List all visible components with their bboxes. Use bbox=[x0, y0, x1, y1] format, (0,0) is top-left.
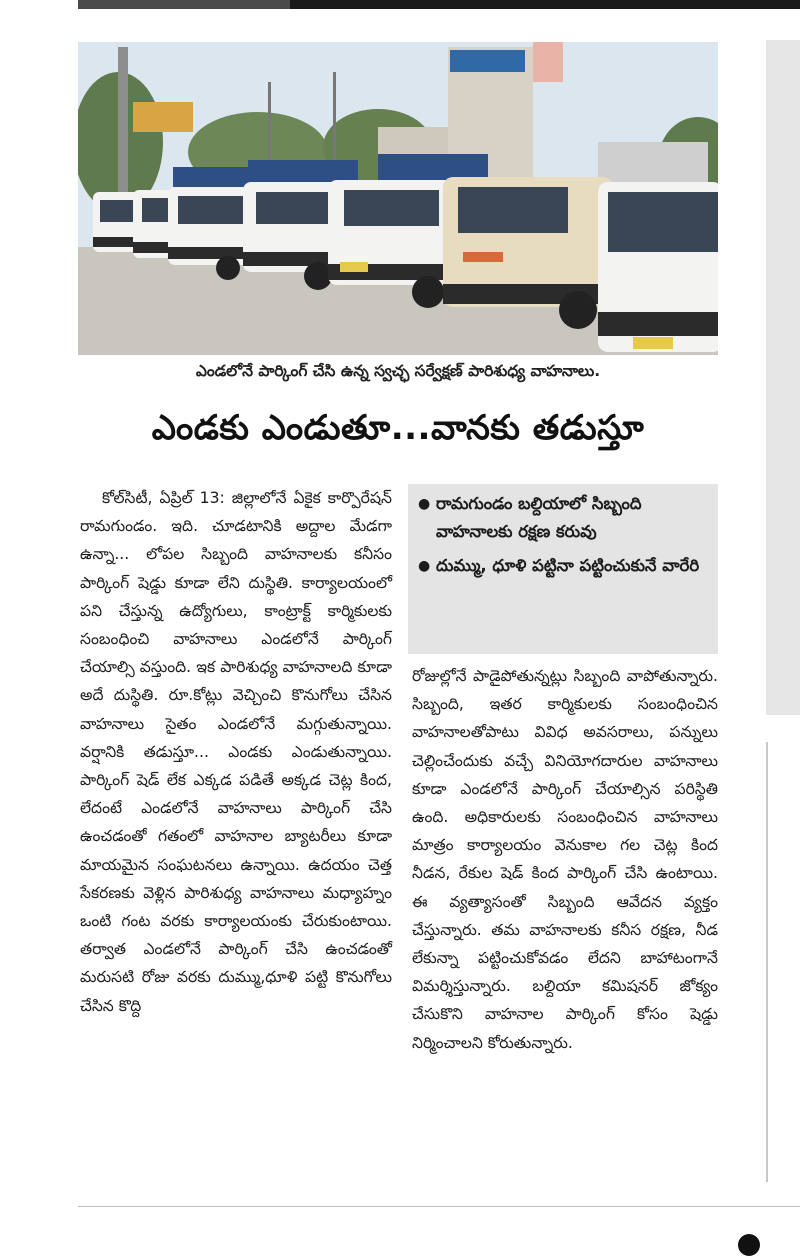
hoarding bbox=[533, 42, 563, 82]
bullet-icon: ● bbox=[418, 558, 431, 574]
parked-vehicles-illustration bbox=[78, 42, 718, 355]
signboard bbox=[133, 102, 193, 132]
adjacent-column-panel bbox=[766, 40, 800, 715]
photo-caption: ఎండలోనే పార్కింగ్ చేసి ఉన్న స్వచ్ఛ సర్వేక్షణ్ పారిశుధ్య వాహనాలు. bbox=[195, 362, 601, 380]
page-corner-mark bbox=[738, 1234, 760, 1256]
vehicle bbox=[443, 177, 613, 329]
column-divider bbox=[766, 742, 768, 1182]
news-photo bbox=[78, 42, 718, 355]
body-paragraph-left: కోల్‌సిటీ, ఏప్రిల్ 13: జిల్లాలోనే ఏకైక కార్పొరేషన్ రామగుండం. ఇది. చూడటానికి అద్దాల మేడగా ఉన్నా... లోపల సిబ్బంది వాహనాలకు కనీసం పార్కింగ్ షెడ్డు కూడా లేని దుస్థితి. కార్యాలయంలో పని చేస్తున్న ఉద్యోగులు, కాంట్రాక్ట్ కార్మికులకు సంబంధించి వాహనాలు ఎండలోనే పార్కింగ్ చేయాల్సి వస్తుంది. ఇక పారిశుధ్య వాహనాలది కూడా అదే దుస్థితి. రూ.కోట్లు వెచ్చించి కొనుగోలు చేసిన వాహనాలు సైతం ఎండలోనే మగ్గుతున్నాయి. వర్షానికి తడుస్తూ... ఎండకు ఎండుతున్నాయి. పార్కింగ్ షెడ్ లేక ఎక్కడ పడితే అక్కడ చెట్ల కింద, లేదంటే ఎండలోనే వాహనాలు పార్కింగ్ చేసి ఉంచడంతో గతంలో వాహనాల బ్యాటరీలు కూడా మాయమైన సంఘటనలు ఉన్నాయి. ఉదయం చెత్త సేకరణకు వెళ్లిన పారిశుధ్య వాహనాలు మధ్యాహ్నం ఒంటి గంట వరకు కార్యాలయంకు చేరుకుంటాయి. తర్వాత ఎండలోనే పార్కింగ్ చేసి ఉంచడంతో మరుసటి రోజు వరకు దుమ్ము,ధూళి పట్టి కొనుగోలు చేసిన కొద్ది bbox=[80, 489, 392, 1015]
article-body-right bbox=[412, 662, 718, 1057]
body-paragraph-right: రోజుల్లోనే పాడైపోతున్నట్లు సిబ్బంది వాపోతున్నారు. సిబ్బంది, ఇతర కార్మికులకు సంబంధించిన వాహనాలతోపాటు వివిధ అవసరాలు, పన్నులు చెల్లించేందుకు వచ్చే వినియోగదారుల వాహనాలు కూడా ఎండలోనే పార్కింగ్ చేయాల్సిన పరిస్థితి ఉంది. అధికారులకు సంబంధించిన వాహనాలు మాత్రం కార్యాలయం వెనుకాల గల చెట్ల కింద నీడన, రేకుల షెడ్ కింద పార్కింగ్ చేసి ఉంటాయి. ఈ వ్యత్యాసంతో సిబ్బంది ఆవేదన వ్యక్తం చేస్తున్నారు. తమ వాహనాలకు కనీస రక్షణ, నీడ లేకున్నా పట్టించుకోవడం లేదని బాహాటంగానే విమర్శిస్తున్నారు. బల్దియా కమిషనర్ జోక్యం చేసుకొని వాహనాల పార్కింగ్ కోసం షెడ్డు నిర్మించాలని కోరుతున్నారు. bbox=[412, 667, 718, 1052]
highlight-text: రామగుండం బల్దియాలో సిబ్బంది వాహనాలకు రక్షణ కరువు bbox=[436, 494, 642, 541]
highlight-text: దుమ్ము, ధూళి పట్టినా పట్టించుకునే వారేరి bbox=[436, 556, 700, 575]
highlight-item bbox=[418, 490, 708, 546]
highlight-item bbox=[418, 552, 708, 580]
bullet-icon: ● bbox=[418, 496, 431, 512]
highlight-box bbox=[408, 484, 718, 654]
article-headline: ఎండకు ఎండుతూ...వానకు తడుస్తూ bbox=[151, 408, 645, 448]
vehicle bbox=[598, 182, 718, 352]
hoarding bbox=[450, 50, 525, 72]
article-body-left bbox=[80, 484, 392, 1020]
top-band-dark bbox=[290, 0, 800, 9]
bottom-divider bbox=[78, 1206, 800, 1207]
